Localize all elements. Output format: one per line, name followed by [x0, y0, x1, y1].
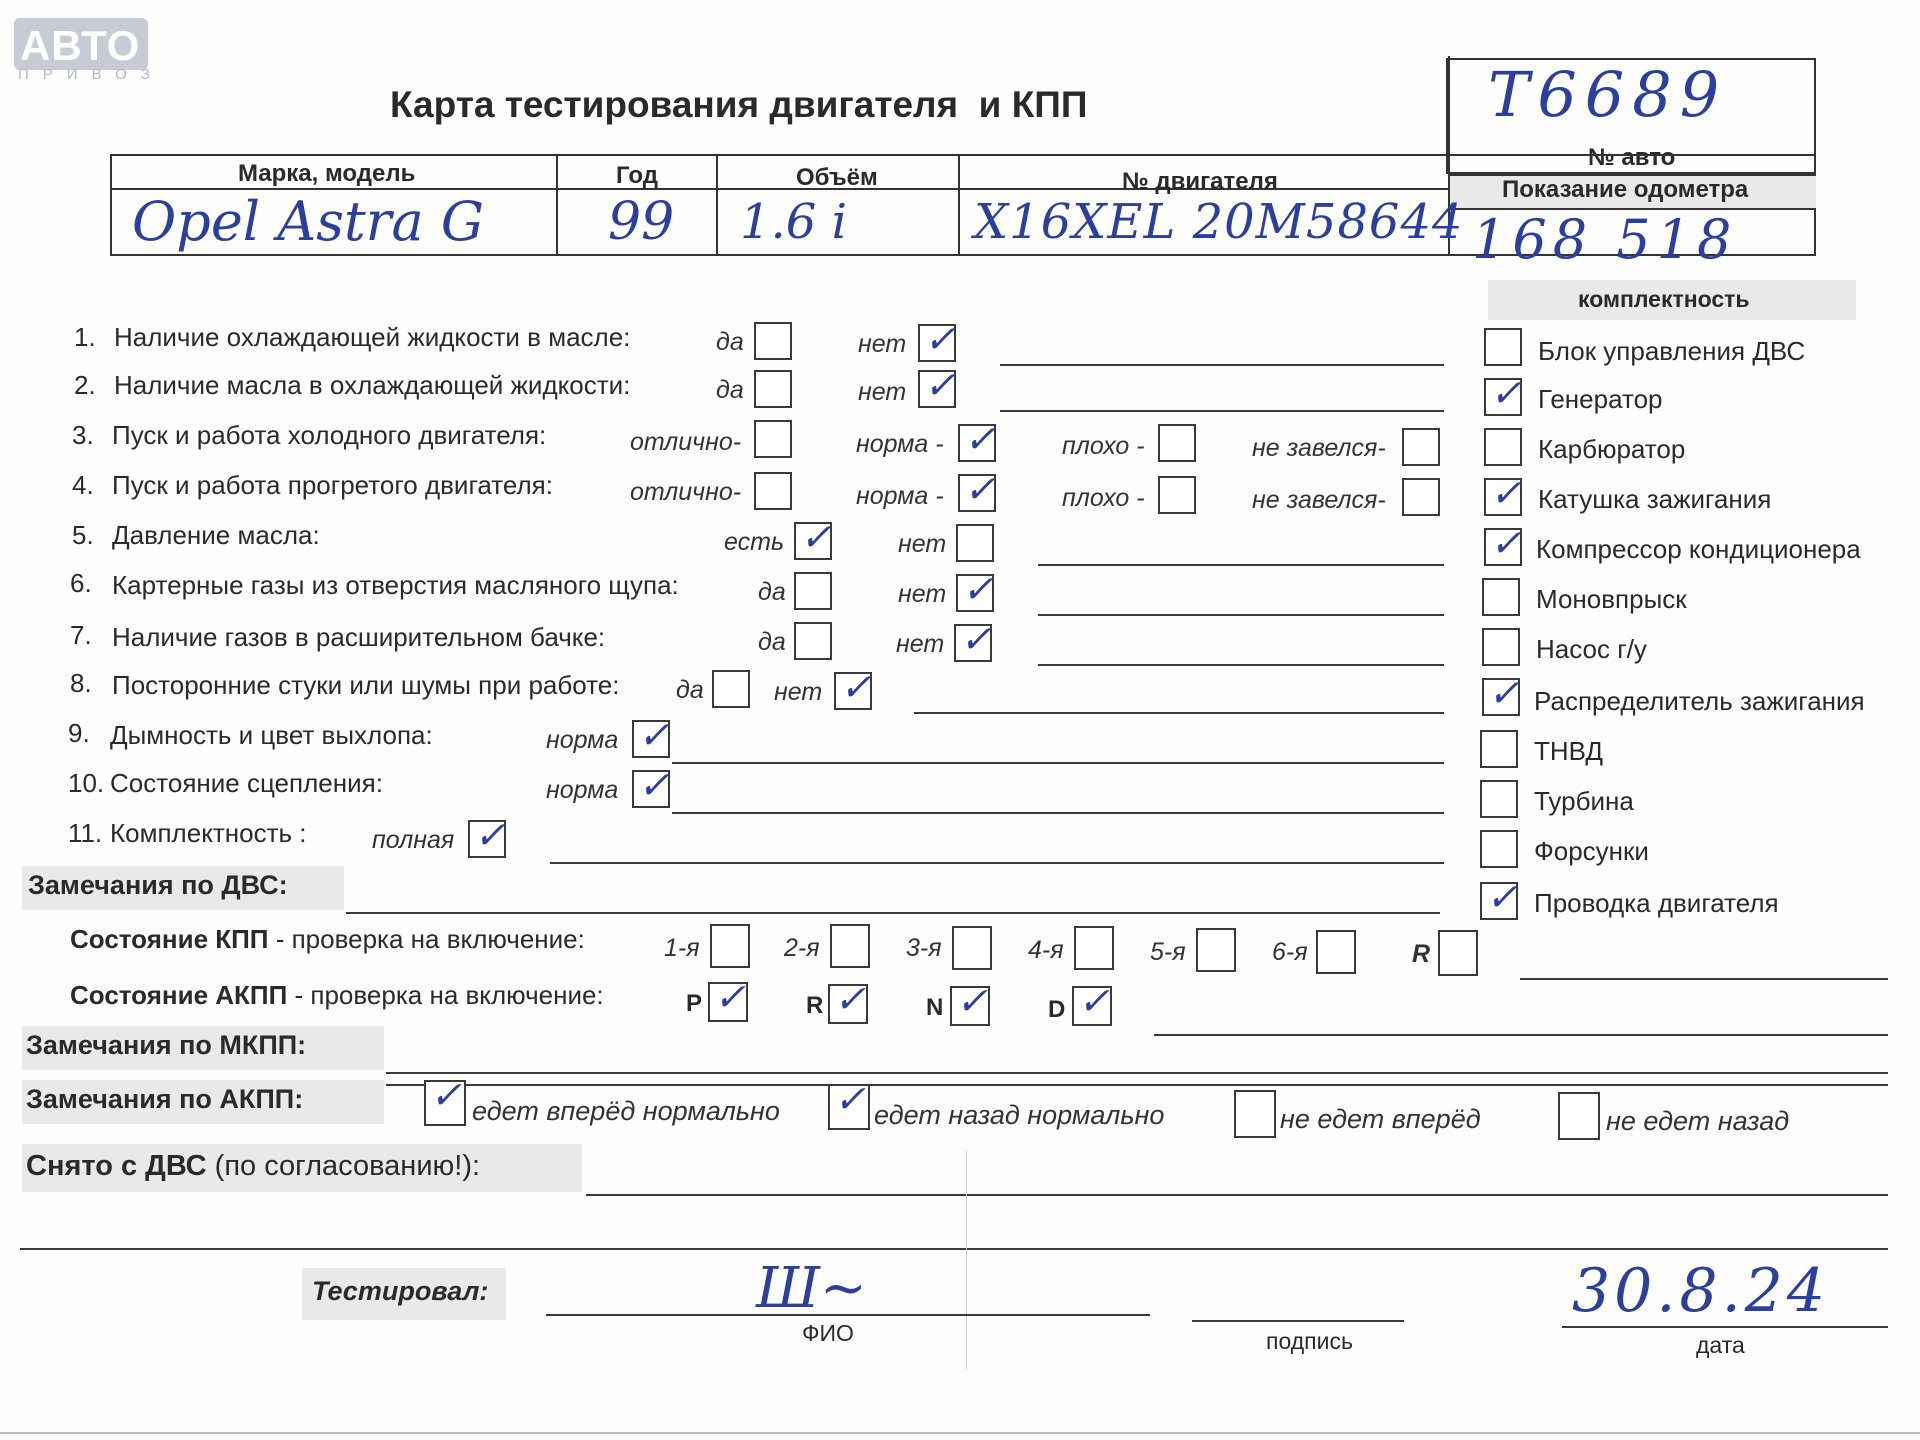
option-label: отлично-: [630, 478, 742, 506]
kit-checkbox[interactable]: [1484, 371, 1522, 416]
car-number-label: № авто: [1588, 144, 1676, 171]
option-checkbox[interactable]: [1402, 428, 1440, 466]
option-checkbox[interactable]: [754, 420, 792, 458]
option-label: да: [676, 676, 704, 704]
check-mark: ✓: [800, 515, 832, 559]
dvs-remarks-line: [346, 912, 1440, 914]
check-mark: ✓: [1486, 875, 1518, 919]
question-text: Картерные газы из отверстия масляного щупа:: [112, 570, 679, 600]
kit-item-label: Форсунки: [1534, 836, 1649, 866]
akpp-remark-label: едет вперёд нормально: [472, 1096, 780, 1126]
question-num: 7.: [70, 620, 92, 650]
removed-line: [586, 1194, 1888, 1196]
option-checkbox[interactable]: [712, 670, 750, 708]
question-text: Наличие охлаждающей жидкости в масле:: [114, 322, 631, 352]
option-checkbox[interactable]: [834, 665, 872, 710]
kit-item-label: Моновпрыск: [1536, 584, 1687, 614]
gear-label: P: [686, 990, 703, 1017]
akpp-remark-label: едет назад нормально: [874, 1100, 1165, 1130]
fio-line: [546, 1314, 1150, 1316]
kit-item-label: Распределитель зажигания: [1534, 686, 1865, 716]
option-checkbox[interactable]: [958, 467, 996, 512]
gear-label: 6-я: [1272, 938, 1308, 966]
question-text: Пуск и работа прогретого двигателя:: [112, 470, 553, 500]
kit-checkbox[interactable]: [1480, 780, 1518, 818]
option-checkbox[interactable]: [794, 515, 832, 560]
check-mark: ✓: [964, 467, 996, 511]
question-num: 6.: [70, 568, 92, 598]
gear-checkbox[interactable]: [708, 975, 748, 1022]
option-checkbox[interactable]: [918, 363, 956, 408]
option-label: нет: [774, 678, 823, 706]
model-value: Opel Astra G: [132, 190, 484, 253]
answer-line: [1000, 410, 1444, 412]
kit-item-label: Турбина: [1534, 786, 1634, 816]
gear-label: N: [926, 994, 944, 1021]
removed-label-bold: Снято с ДВС: [26, 1150, 215, 1182]
logo-text: АВТО: [20, 22, 141, 69]
kit-checkbox[interactable]: [1484, 521, 1522, 566]
check-mark: ✓: [834, 977, 866, 1021]
kit-checkbox[interactable]: [1482, 628, 1520, 666]
fio-label: ФИО: [802, 1320, 854, 1346]
kit-item-label: Блок управления ДВС: [1538, 336, 1806, 366]
kit-checkbox[interactable]: [1480, 730, 1518, 768]
kit-checkbox[interactable]: [1484, 428, 1522, 466]
answer-line: [1038, 614, 1444, 616]
option-checkbox[interactable]: [1402, 478, 1440, 516]
question-num: 8.: [70, 668, 92, 698]
question-num: 1.: [74, 322, 96, 352]
logo-sub: ПРИВОЗ: [18, 66, 164, 83]
fold-line: [966, 1150, 967, 1370]
question-num: 10.: [68, 768, 105, 798]
option-label: норма: [546, 726, 619, 754]
check-mark: ✓: [924, 363, 956, 407]
check-mark: ✓: [1490, 471, 1522, 515]
question-text: Наличие газов в расширительном бачке:: [112, 622, 606, 652]
akpp-line: [1154, 1034, 1888, 1036]
option-label: да: [716, 376, 744, 404]
signature-label: подпись: [1266, 1328, 1353, 1354]
question-num: 4.: [72, 470, 94, 500]
check-mark: ✓: [960, 617, 992, 661]
date-label: дата: [1696, 1332, 1745, 1358]
option-label: отлично-: [630, 428, 742, 456]
option-label: норма: [546, 776, 619, 804]
option-label: норма -: [856, 430, 944, 458]
answer-line: [1000, 364, 1444, 366]
option-checkbox[interactable]: [468, 813, 506, 858]
kit-checkbox[interactable]: [1482, 578, 1520, 616]
option-checkbox[interactable]: [918, 317, 956, 362]
question-num: 2.: [74, 370, 96, 400]
question-text: Дымность и цвет выхлопа:: [110, 720, 433, 750]
col-divider: [958, 156, 960, 256]
option-checkbox[interactable]: [954, 617, 992, 662]
gear-checkbox[interactable]: [1438, 930, 1478, 976]
gear-checkbox[interactable]: [830, 924, 870, 968]
answer-line: [1038, 664, 1444, 666]
question-text: Давление масла:: [112, 520, 320, 550]
removed-label-rest: (по согласованию!):: [214, 1150, 481, 1182]
logo: [14, 18, 148, 70]
check-mark: ✓: [834, 1077, 866, 1121]
gear-checkbox[interactable]: [1072, 979, 1112, 1026]
check-mark: ✓: [1490, 521, 1522, 565]
option-label: да: [758, 628, 786, 656]
akpp-label-rest: - проверка на включение:: [287, 980, 604, 1010]
date-value: 30.8.24: [1572, 1256, 1830, 1326]
kpp-label: [70, 924, 585, 955]
gear-label: 1-я: [664, 934, 700, 962]
answer-line: [914, 712, 1444, 714]
gear-label: D: [1048, 996, 1066, 1023]
akpp-remark-label: не едет назад: [1606, 1106, 1790, 1136]
gear-checkbox[interactable]: [952, 926, 992, 970]
gear-checkbox[interactable]: [1074, 926, 1114, 970]
option-checkbox[interactable]: [794, 622, 832, 660]
option-label: нет: [896, 630, 945, 658]
kit-item-label: Проводка двигателя: [1534, 888, 1779, 918]
option-checkbox[interactable]: [956, 524, 994, 562]
akpp-remarks-label: Замечания по АКПП:: [26, 1084, 304, 1114]
gear-checkbox[interactable]: [828, 977, 868, 1024]
akpp-remark-checkbox[interactable]: [828, 1077, 870, 1130]
volume-value: 1.6 i: [740, 194, 847, 250]
gear-checkbox[interactable]: [1196, 928, 1236, 972]
option-label: нет: [858, 330, 907, 358]
option-checkbox[interactable]: [1158, 476, 1196, 514]
kit-checkbox[interactable]: [1484, 471, 1522, 516]
kit-list: [1480, 328, 1900, 928]
gear-checkbox[interactable]: [950, 979, 990, 1026]
check-mark: ✓: [1490, 371, 1522, 415]
option-label: норма -: [856, 482, 944, 510]
page-bottom-line: [0, 1432, 1920, 1434]
kpp-label-rest: - проверка на включение:: [268, 924, 585, 954]
kit-item-label: Насос г/у: [1536, 634, 1647, 664]
gear-label: R: [806, 992, 824, 1019]
signature-scribble: Ш~: [756, 1256, 867, 1321]
option-label: нет: [898, 530, 947, 558]
kpp-line: [1520, 978, 1888, 980]
question-text: Посторонние стуки или шумы при работе:: [112, 670, 620, 700]
kit-checkbox[interactable]: [1480, 830, 1518, 868]
option-checkbox[interactable]: [754, 370, 792, 408]
gear-checkbox[interactable]: [710, 924, 750, 968]
removed-line-2: [20, 1248, 1888, 1250]
option-label: не завелся-: [1252, 486, 1386, 514]
odometer-label: Показание одометра: [1502, 176, 1749, 203]
gear-checkbox[interactable]: [1316, 930, 1356, 974]
answer-line: [672, 812, 1444, 814]
col-header-year: Год: [616, 162, 658, 189]
check-mark: ✓: [956, 979, 988, 1023]
akpp-remark-checkbox[interactable]: [1558, 1092, 1600, 1140]
kit-title: комплектность: [1578, 286, 1750, 312]
mkpp-remarks-label: Замечания по МКПП:: [26, 1030, 307, 1060]
answer-line: [1038, 564, 1444, 566]
check-mark: ✓: [924, 317, 956, 361]
option-checkbox[interactable]: [1158, 424, 1196, 462]
year-value: 99: [608, 192, 675, 252]
check-mark: ✓: [430, 1073, 462, 1117]
engine-no-value: X16XEL 20M58644: [974, 194, 1464, 250]
header-table: [110, 154, 1816, 271]
col-header-volume: Объём: [796, 164, 878, 191]
answer-line: [672, 762, 1444, 764]
question-text: Состояние сцепления:: [110, 768, 383, 798]
question-text: Комплектность :: [110, 818, 307, 848]
option-label: не завелся-: [1252, 434, 1386, 462]
page-title: Карта тестирования двигателя и КПП: [390, 84, 1088, 125]
check-mark: ✓: [714, 975, 746, 1019]
gear-label: R: [1412, 940, 1431, 968]
akpp-remark-checkbox[interactable]: [1234, 1090, 1276, 1138]
question-num: 9.: [68, 718, 90, 748]
col-divider: [556, 156, 558, 256]
option-label: да: [758, 578, 786, 606]
mkpp-remarks-line: [386, 1072, 1888, 1074]
signature-line: [1192, 1320, 1404, 1322]
col-divider: [716, 156, 718, 256]
check-mark: ✓: [1078, 979, 1110, 1023]
akpp-remarks-line: [386, 1084, 1888, 1086]
check-mark: ✓: [840, 665, 872, 709]
question-text: Пуск и работа холодного двигателя:: [112, 420, 547, 450]
check-mark: ✓: [1488, 671, 1520, 715]
kit-item-label: Карбюратор: [1538, 434, 1686, 464]
option-checkbox[interactable]: [794, 572, 832, 610]
option-checkbox[interactable]: [632, 763, 670, 808]
option-checkbox[interactable]: [956, 567, 994, 612]
date-line: [1562, 1326, 1888, 1328]
kpp-label-bold: Состояние КПП: [70, 924, 269, 954]
option-label: плохо -: [1062, 484, 1145, 512]
akpp-remark-label: не едет вперёд: [1280, 1104, 1481, 1134]
option-label: да: [716, 328, 744, 356]
akpp-remark-checkbox[interactable]: [424, 1073, 466, 1126]
col-header-engine-no: № двигателя: [1122, 168, 1278, 195]
option-checkbox[interactable]: [632, 713, 670, 758]
check-mark: ✓: [962, 567, 994, 611]
check-mark: ✓: [964, 417, 996, 461]
check-mark: ✓: [474, 813, 506, 857]
car-number-value: T6689: [1488, 58, 1728, 131]
question-num: 11.: [68, 818, 103, 848]
option-checkbox[interactable]: [958, 417, 996, 462]
gear-label: 3-я: [906, 934, 942, 962]
odometer-value: 168 518: [1472, 208, 1738, 271]
gear-label: 4-я: [1028, 936, 1064, 964]
dvs-remarks-label: Замечания по ДВС:: [28, 870, 288, 900]
gear-label: 2-я: [784, 934, 820, 962]
option-label: плохо -: [1062, 432, 1145, 460]
option-label: нет: [858, 378, 907, 406]
option-label: нет: [898, 580, 947, 608]
question-num: 3.: [72, 420, 94, 450]
kit-item-label: Генератор: [1538, 384, 1663, 414]
akpp-label: [70, 980, 604, 1011]
removed-label: [26, 1150, 480, 1183]
answer-line: [550, 862, 1444, 864]
kit-checkbox[interactable]: [1482, 671, 1520, 716]
akpp-label-bold: Состояние АКПП: [70, 980, 288, 1010]
check-mark: ✓: [638, 763, 670, 807]
option-checkbox[interactable]: [754, 322, 792, 360]
kit-item-label: Компрессор кондиционера: [1536, 534, 1861, 564]
question-text: Наличие масла в охлаждающей жидкости:: [114, 370, 631, 400]
col-header-model: Марка, модель: [238, 160, 416, 187]
kit-item-label: ТНВД: [1534, 736, 1604, 766]
option-label: полная: [372, 826, 455, 854]
option-label: есть: [724, 528, 785, 556]
question-num: 5.: [72, 520, 94, 550]
option-checkbox[interactable]: [754, 472, 792, 510]
gear-label: 5-я: [1150, 938, 1186, 966]
tested-by-label: Тестировал:: [312, 1276, 489, 1306]
kit-item-label: Катушка зажигания: [1538, 484, 1772, 514]
kit-checkbox[interactable]: [1480, 875, 1518, 920]
check-mark: ✓: [638, 713, 670, 757]
kit-checkbox[interactable]: [1484, 328, 1522, 366]
